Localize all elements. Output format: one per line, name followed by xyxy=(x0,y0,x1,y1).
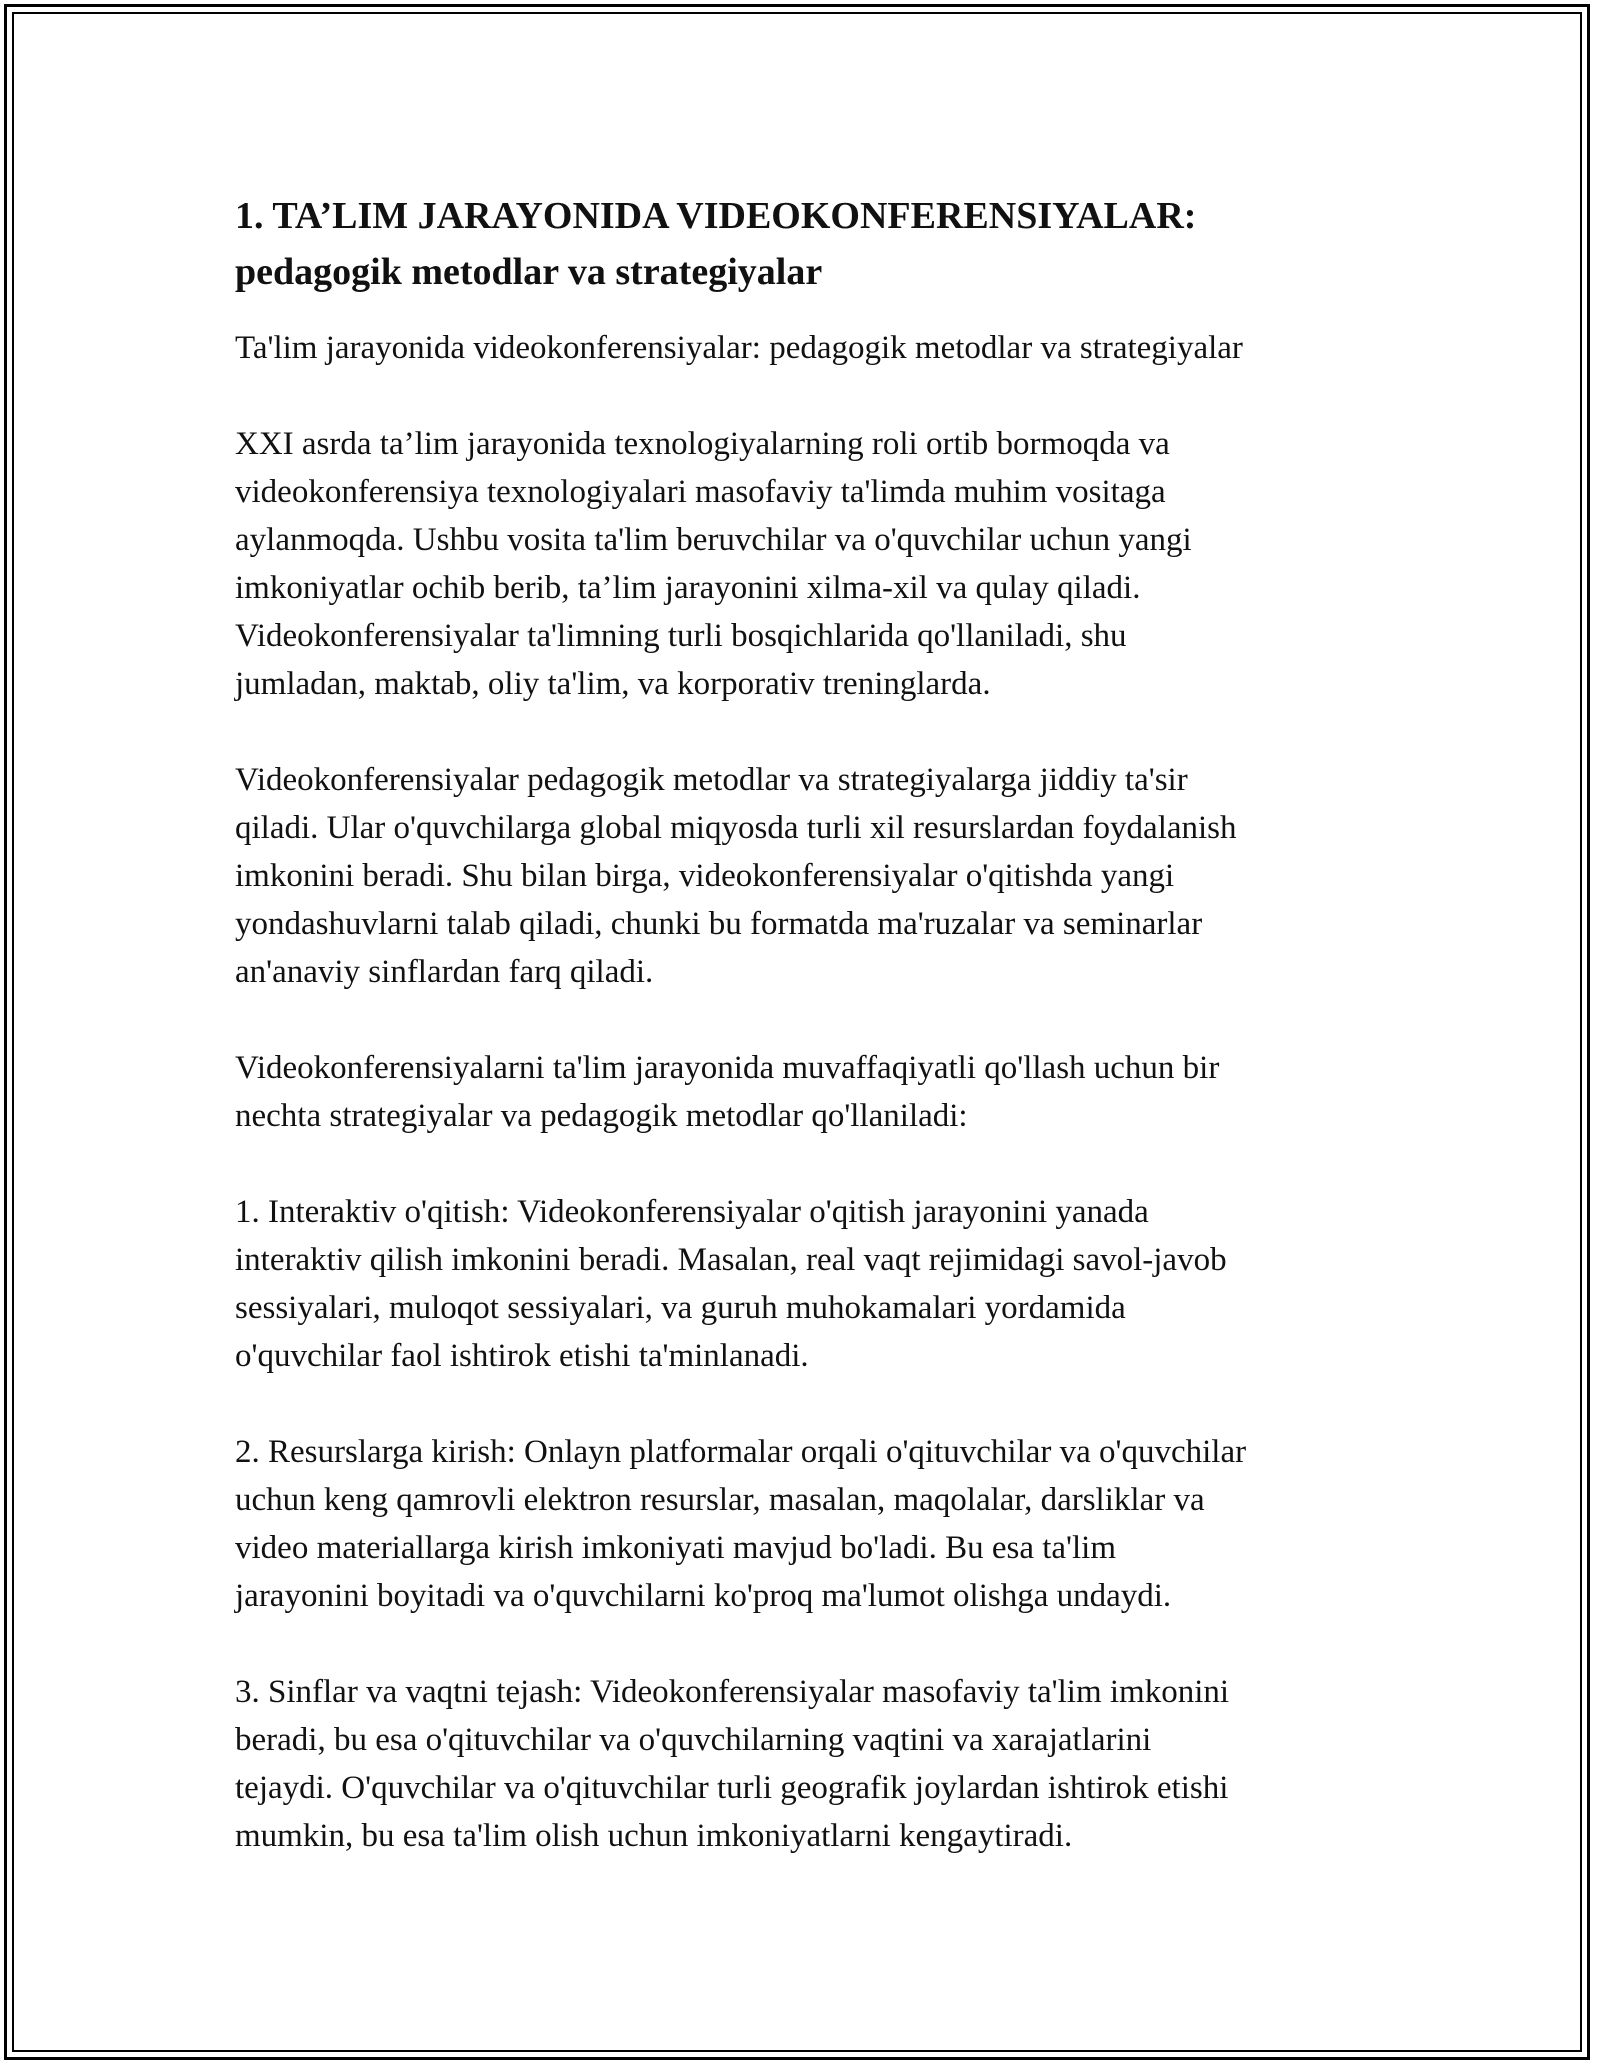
title-line: pedagogik metodlar va strategiyalar xyxy=(235,251,823,293)
text-line: beradi, bu esa o'qituvchilar va o'quvchilarning vaqtini va xarajatlarini xyxy=(235,1722,1152,1758)
text-line: o'quvchilar faol ishtirok etishi ta'minlanadi. xyxy=(235,1338,809,1374)
text-line: 3. Sinflar va vaqtni tejash: Videokonferensiyalar masofaviy ta'lim imkonini xyxy=(235,1674,1230,1710)
list-item-paragraph xyxy=(235,1188,1370,1380)
text-line: jumladan, maktab, oliy ta'lim, va korporativ treninglarda. xyxy=(235,666,991,702)
text-line: Ta'lim jarayonida videokonferensiyalar: pedagogik metodlar va strategiyalar xyxy=(235,330,1243,366)
intro-paragraph xyxy=(235,324,1370,372)
body-paragraph xyxy=(235,420,1370,708)
text-line: tejaydi. O'quvchilar va o'qituvchilar turli geografik joylardan ishtirok etishi xyxy=(235,1770,1229,1806)
text-line: jarayonini boyitadi va o'quvchilarni ko'proq ma'lumot olishga undaydi. xyxy=(235,1578,1172,1614)
text-line: video materiallarga kirish imkoniyati mavjud bo'ladi. Bu esa ta'lim xyxy=(235,1530,1117,1566)
text-line: Videokonferensiyalarni ta'lim jarayonida muvaffaqiyatli qo'llash uchun bir xyxy=(235,1050,1220,1086)
text-line: imkoniyatlar ochib berib, ta’lim jarayonini xilma-xil va qulay qiladi. xyxy=(235,570,1141,606)
list-item-paragraph xyxy=(235,1668,1370,1860)
text-line: sessiyalari, muloqot sessiyalari, va guruh muhokamalari yordamida xyxy=(235,1290,1126,1326)
text-line: imkonini beradi. Shu bilan birga, videokonferensiyalar o'qitishda yangi xyxy=(235,858,1175,894)
document-body xyxy=(235,188,1370,1908)
text-line: an'anaviy sinflardan farq qiladi. xyxy=(235,954,654,990)
text-line: uchun keng qamrovli elektron resurslar, masalan, maqolalar, darsliklar va xyxy=(235,1482,1205,1518)
body-paragraph xyxy=(235,756,1370,996)
text-line: Videokonferensiyalar pedagogik metodlar va strategiyalarga jiddiy ta'sir xyxy=(235,762,1188,798)
list-item-paragraph xyxy=(235,1428,1370,1620)
document-title xyxy=(235,188,1370,300)
text-line: Videokonferensiyalar ta'limning turli bosqichlarida qo'llaniladi, shu xyxy=(235,618,1127,654)
text-line: aylanmoqda. Ushbu vosita ta'lim beruvchilar va o'quvchilar uchun yangi xyxy=(235,522,1192,558)
text-line: 1. Interaktiv o'qitish: Videokonferensiyalar o'qitish jarayonini yanada xyxy=(235,1194,1149,1230)
title-line: 1. TA’LIM JARAYONIDA VIDEOKONFERENSIYALAR: xyxy=(235,195,1197,237)
text-line: interaktiv qilish imkonini beradi. Masalan, real vaqt rejimidagi savol-javob xyxy=(235,1242,1227,1278)
body-paragraph xyxy=(235,1044,1370,1140)
text-line: yondashuvlarni talab qiladi, chunki bu formatda ma'ruzalar va seminarlar xyxy=(235,906,1203,942)
text-line: mumkin, bu esa ta'lim olish uchun imkoniyatlarni kengaytiradi. xyxy=(235,1818,1073,1854)
text-line: 2. Resurslarga kirish: Onlayn platformalar orqali o'qituvchilar va o'quvchilar xyxy=(235,1434,1247,1470)
text-line: videokonferensiya texnologiyalari masofaviy ta'limda muhim vositaga xyxy=(235,474,1166,510)
text-line: XXI asrda ta’lim jarayonida texnologiyalarning roli ortib bormoqda va xyxy=(235,426,1170,462)
text-line: nechta strategiyalar va pedagogik metodlar qo'llaniladi: xyxy=(235,1098,968,1134)
text-line: qiladi. Ular o'quvchilarga global miqyosda turli xil resurslardan foydalanish xyxy=(235,810,1237,846)
